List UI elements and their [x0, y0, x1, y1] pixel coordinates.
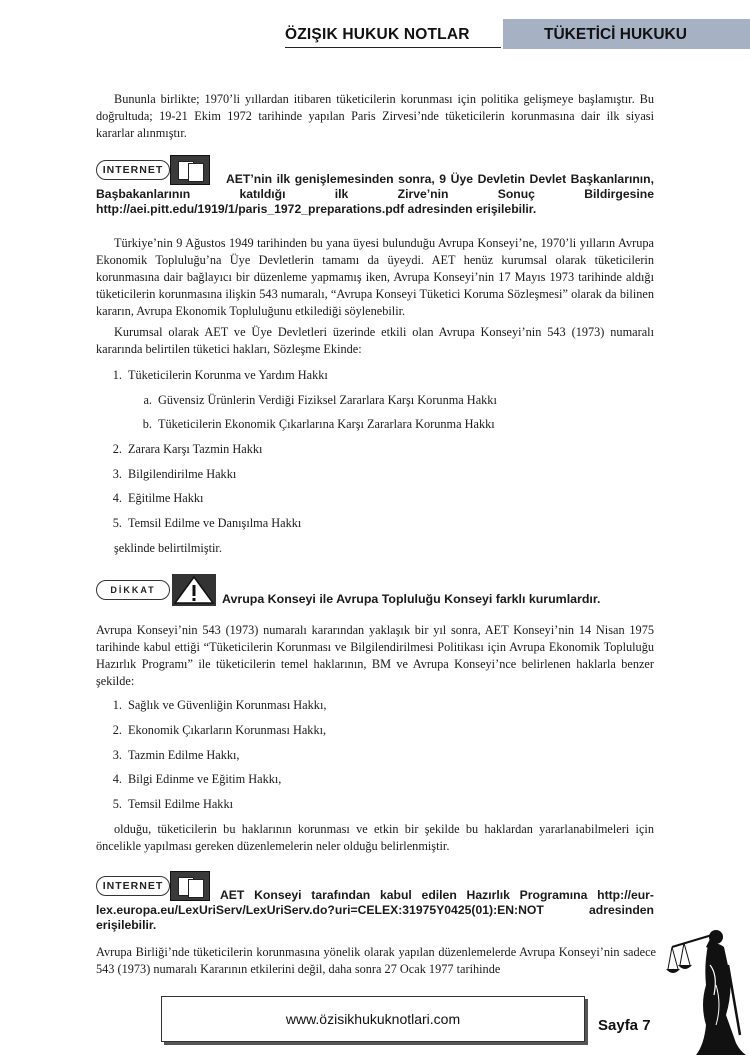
- internet-note-1: AET’nin ilk genişlemesinden sonra, 9 Üye Devletin Devlet Başkanlarının, Başbakanlarının katıldığı ilk Zirve’nin Sonuç Bildirgesine http://aei.pitt.edu/1919/1/paris_1972_preparations.pdf adresinden erişilebilir.: [96, 172, 654, 216]
- internet-label: INTERNET: [96, 160, 170, 180]
- header-underline: [285, 47, 501, 48]
- dikkat-label: DİKKAT: [96, 580, 170, 600]
- paragraph-6: olduğu, tüketicilerin bu haklarının korunması ve etkin bir şekilde bu haklardan yararlanabilmeleri için öncelikle yapılması gereken düzenlemelerin neler olduğu belirlenmiştir.: [96, 822, 654, 853]
- warning-triangle-icon: [172, 574, 216, 606]
- page-number: Sayfa 7: [598, 1017, 651, 1034]
- paragraph-3: Kurumsal olarak AET ve Üye Devletleri üzerinde etkili olan Avrupa Konseyi’nin 543 (1973) numaralı kararında belirtilen tüketici hakları, Sözleşme Ekinde:: [96, 325, 654, 356]
- paragraph-7: Avrupa Birliği’nde tüketicilerin korunmasına yönelik olarak yapılan düzenlemelerde Avrupa Konseyi’nin sadece 543 (1973) numaralı Kararının etkilerini değil, daha sonra 27 Ocak 1977 tarihinde: [96, 945, 656, 976]
- dikkat-note: Avrupa Konseyi ile Avrupa Topluluğu Konseyi farklı kurumlardır.: [222, 592, 601, 606]
- footer-box: [161, 996, 585, 1042]
- paragraph-5: Avrupa Konseyi’nin 543 (1973) numaralı kararından yaklaşık bir yıl sonra, AET Konseyi’nin 14 Nisan 1975 tarihinde kabul ettiği “Tüketicilerin Korunması ve Bilgilendirilmesi Politikası için Avrupa Ekonomik Topluluğu Hazırlık Programı” ile tüketicilerin temel haklarının, BM ve Avrupa Konseyi’nce belirlenen haklarla benzer şekilde:: [96, 623, 654, 688]
- paragraph-1: Bununla birlikte; 1970’li yıllardan itibaren tüketicilerin korunması için politika gelişmeye başlamıştır. Bu doğrultuda; 19-21 Ekim 1972 tarihinde yapılan Paris Zirvesi’nde tüketicilerin korunmasına dair ilk siyasi kararlar alınmıştır.: [96, 92, 654, 140]
- justitia-statue-icon: [666, 925, 746, 1055]
- paragraph-4: şeklinde belirtilmiştir.: [114, 541, 222, 555]
- internet-label: INTERNET: [96, 876, 170, 896]
- header-title: ÖZIŞIK HUKUK NOTLAR: [285, 26, 470, 43]
- footer-url[interactable]: www.özisikhukuknotlari.com: [285, 1011, 461, 1027]
- internet-note-2: AET Konseyi tarafından kabul edilen Hazırlık Programına http://eur-lex.europa.eu/LexUriServ/LexUriServ.do?uri=CELEX:31975Y0425(01):EN:NOT adresinden erişilebilir.: [96, 888, 654, 932]
- paragraph-2: Türkiye’nin 9 Ağustos 1949 tarihinden bu yana üyesi bulunduğu Avrupa Konseyi’ne, 1970’li yılların Avrupa Ekonomik Topluluğu’na Üye Devletlerin tamamı da üyeydi. AET henüz kurumsal olarak tüketicilerin korunmasına dair bağlayıcı bir düzenleme yapmamış iken, Avrupa Konseyi’nin 17 Mayıs 1973 tarihinde aldığı tüketicilerin korunmasına ilişkin 543 numaralı, “Avrupa Konseyi Tüketici Koruma Sözleşmesi” olarak da bilinen kararın, Avrupa Ekonomik Topluluğunu etkilediği söylenebilir.: [96, 236, 654, 318]
- header-section-title: TÜKETİCİ HUKUKU: [503, 19, 750, 49]
